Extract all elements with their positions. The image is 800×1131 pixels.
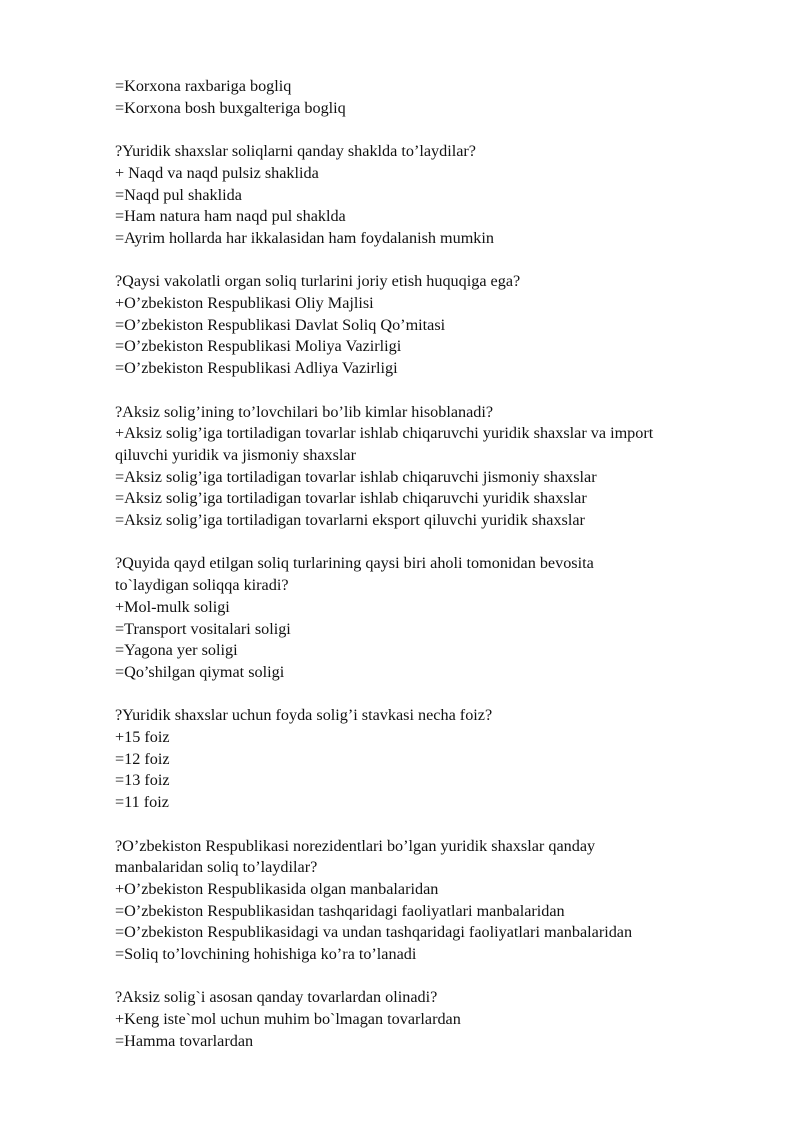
answer-option: =Korxona raxbariga bogliq <box>115 77 292 95</box>
answer-option: qiluvchi yuridik va jismoniy shaxslar <box>115 445 356 464</box>
answer-option: =13 foiz <box>115 771 170 790</box>
answer-option: +Aksiz solig’iga tortiladigan tovarlar ishlab chiqaruvchi yuridik shaxslar va import <box>115 424 654 443</box>
question-text: manbalaridan soliq to’laydilar? <box>115 858 318 877</box>
answer-option: =O’zbekiston Respublikasi Adliya Vazirligi <box>115 359 398 378</box>
answer-option: =Naqd pul shaklida <box>115 185 242 204</box>
answer-option: =Aksiz solig’iga tortiladigan tovarlar ishlab chiqaruvchi yuridik shaxslar <box>115 489 587 508</box>
paragraph-gap <box>115 684 755 706</box>
question-block <box>115 402 755 532</box>
answer-option: =Yagona yer soligi <box>115 641 238 660</box>
intro-block <box>115 76 755 119</box>
answer-option: +O’zbekiston Respublikasi Oliy Majlisi <box>115 294 374 312</box>
answer-option: =Hamma tovarlardan <box>115 1031 254 1050</box>
question-text: ?O’zbekiston Respublikasi norezidentlari bo’lgan yuridik shaxslar qanday <box>115 836 596 855</box>
question-text: ?Qaysi vakolatli organ soliq turlarini joriy etish huquqiga ega? <box>115 272 521 291</box>
question-text: ?Aksiz solig’ining to’lovchilari bo’lib kimlar hisoblanadi? <box>115 402 494 421</box>
question-block <box>115 553 755 683</box>
answer-option: =Ayrim hollarda har ikkalasidan ham foydalanish mumkin <box>115 228 494 247</box>
paragraph-gap <box>115 532 755 554</box>
answer-option: =12 foiz <box>115 749 170 768</box>
answer-option: =O’zbekiston Respublikasi Moliya Vazirligi <box>115 337 402 356</box>
document-page <box>115 76 755 1053</box>
paragraph-gap <box>115 380 755 402</box>
paragraph-gap <box>115 250 755 272</box>
answer-option: +15 foiz <box>115 728 170 747</box>
question-block <box>115 987 755 1052</box>
question-text: ?Aksiz solig`i asosan qanday tovarlardan olinadi? <box>115 988 438 1007</box>
answer-option: =Transport vositalari soligi <box>115 619 291 638</box>
answer-option: +Mol-mulk soligi <box>115 597 230 616</box>
paragraph-gap <box>115 814 755 836</box>
question-text: ?Yuridik shaxslar uchun foyda solig’i stavkasi necha foiz? <box>115 706 493 725</box>
answer-option: =Korxona bosh buxgalteriga bogliq <box>115 98 346 117</box>
question-text: to`laydigan soliqqa kiradi? <box>115 576 289 595</box>
paragraph-gap <box>115 966 755 988</box>
answer-option: =O’zbekiston Respublikasidan tashqaridagi faoliyatlari manbalaridan <box>115 901 565 920</box>
answer-option: =Aksiz solig’iga tortiladigan tovarlar ishlab chiqaruvchi jismoniy shaxslar <box>115 467 597 486</box>
question-block <box>115 836 755 966</box>
question-text: ?Quyida qayd etilgan soliq turlarining qaysi biri aholi tomonidan bevosita <box>115 554 594 573</box>
question-block <box>115 141 755 250</box>
question-block <box>115 271 755 380</box>
answer-option: =Qo’shilgan qiymat soligi <box>115 662 285 681</box>
answer-option: +Keng iste`mol uchun muhim bo`lmagan tovarlardan <box>115 1010 461 1029</box>
answer-option: =Aksiz solig’iga tortiladigan tovarlarni eksport qiluvchi yuridik shaxslar <box>115 511 585 530</box>
answer-option: + Naqd va naqd pulsiz shaklida <box>115 163 319 182</box>
answer-option: =O’zbekiston Respublikasi Davlat Soliq Qo’mitasi <box>115 315 446 334</box>
paragraph-gap <box>115 119 755 141</box>
answer-option: =O’zbekiston Respublikasidagi va undan tashqaridagi faoliyatlari manbalaridan <box>115 923 633 942</box>
answer-option: =Soliq to’lovchining hohishiga ko’ra to’lanadi <box>115 945 417 964</box>
question-text: ?Yuridik shaxslar soliqlarni qanday shaklda to’laydilar? <box>115 142 476 161</box>
answer-option: +O’zbekiston Respublikasida olgan manbalaridan <box>115 879 439 898</box>
answer-option: =11 foiz <box>115 793 169 812</box>
answer-option: =Ham natura ham naqd pul shaklda <box>115 207 346 226</box>
question-block <box>115 705 755 814</box>
